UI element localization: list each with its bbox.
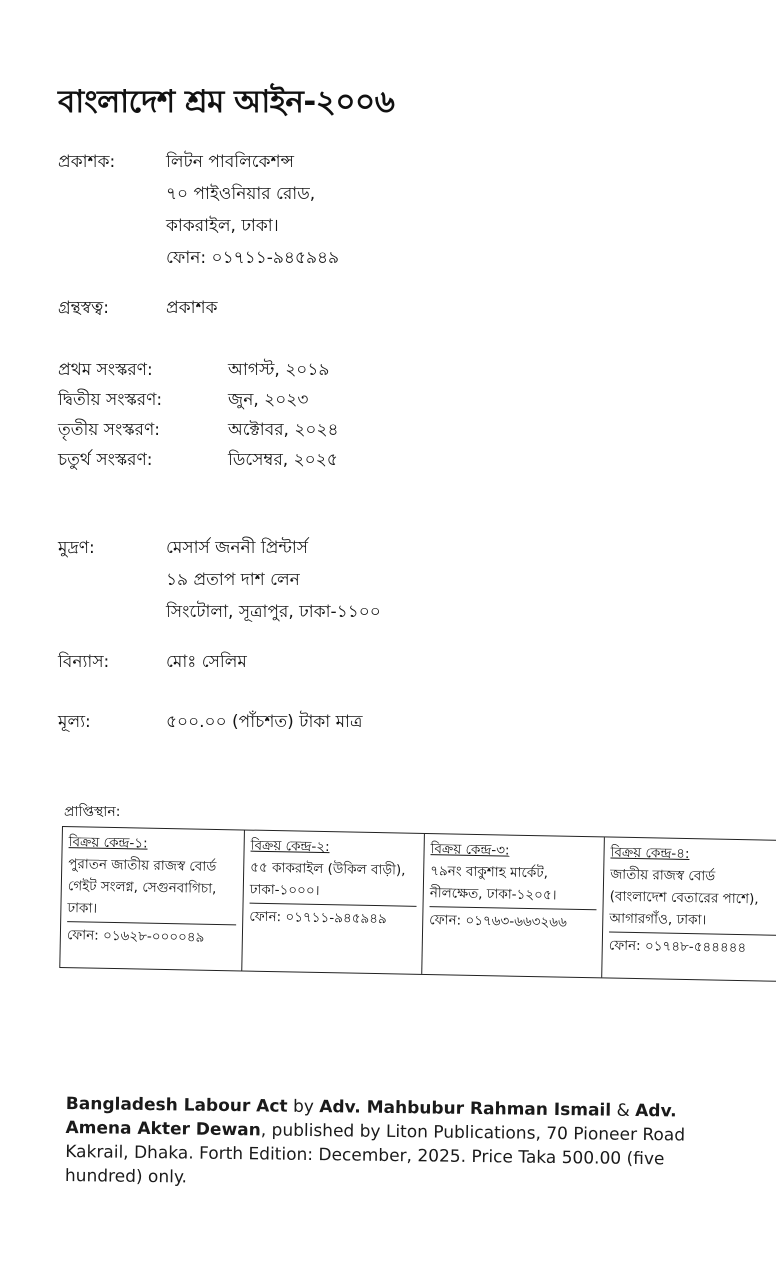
- sales-center-address: গেইট সংলগ্ন, সেগুনবাগিচা,: [67, 878, 217, 897]
- sales-center-heading: বিক্রয় কেন্দ্র-১:: [68, 834, 148, 852]
- printing-label: মুদ্রণ:: [58, 538, 95, 558]
- sales-center: [601, 837, 776, 981]
- sales-center-heading: বিক্রয় কেন্দ্র-২:: [250, 837, 330, 856]
- sales-center-address: ৫৫ কাকরাইল (উকিল বাড়ী),: [250, 859, 406, 879]
- english-author-1: Adv. Mahbubur Rahman Ismail: [319, 1097, 612, 1121]
- edition-label: দ্বিতীয় সংস্করণ:: [58, 390, 163, 410]
- sales-centers-table: [59, 826, 776, 982]
- sales-center-address: ঢাকা-১০০০।: [249, 881, 320, 899]
- printing-lines: [166, 532, 381, 628]
- sales-center-address: আগারগাঁও, ঢাকা।: [609, 910, 707, 929]
- english-publisher: , published by Liton Publications, 70 Pioneer Road: [260, 1120, 686, 1146]
- english-imprint: [65, 1092, 776, 1197]
- printer-address-line: সিংটোলা, সূত্রাপুর, ঢাকা-১১০০: [166, 602, 381, 622]
- book-title: বাংলাদেশ শ্রম আইন-২০০৬: [58, 84, 395, 120]
- price-label: মূল্য:: [58, 712, 91, 732]
- sales-center-heading: বিক্রয় কেন্দ্র-৩:: [430, 841, 510, 859]
- edition-value: অক্টোবর, ২০২৪: [228, 420, 339, 440]
- edition-value: আগস্ট, ২০১৯: [228, 360, 330, 380]
- english-by: by: [287, 1096, 320, 1118]
- english-amp: &: [611, 1100, 636, 1121]
- edition-label: প্রথম সংস্করণ:: [58, 360, 153, 380]
- copyright-value: প্রকাশক: [166, 298, 218, 318]
- sales-center-address: (বাংলাদেশ বেতারের পাশে),: [609, 888, 759, 908]
- english-author-2-prefix: Adv.: [635, 1100, 677, 1122]
- sales-center: [421, 834, 604, 977]
- edition-label: তৃতীয় সংস্করণ:: [58, 420, 160, 440]
- edition-value: জুন, ২০২৩: [228, 390, 309, 410]
- sales-center-address: নীলক্ষেত, ঢাকা-১২০৫।: [429, 885, 557, 904]
- copyright-label: গ্রন্থস্বত্ব:: [58, 298, 109, 318]
- english-imprint-line: Kakrail, Dhaka. Forth Edition: December, 2025. Price Taka 500.00 (five: [65, 1141, 665, 1170]
- publisher-phone: ফোন: ০১৭১১-৯৪৫৯৪৯: [166, 248, 340, 268]
- sales-center-address: ৭৯নং বাকুশাহ মার্কেট,: [430, 863, 549, 882]
- edition-value: ডিসেম্বর, ২০২৫: [228, 450, 338, 470]
- publisher-address-line: ৭০ পাইওনিয়ার রোড,: [166, 184, 316, 204]
- english-author-2: Amena Akter Dewan: [65, 1117, 261, 1141]
- sales-center-heading: বিক্রয় কেন্দ্র-৪:: [610, 844, 690, 863]
- publisher-name: লিটন পাবলিকেশন্স: [166, 152, 294, 172]
- printer-address-line: ১৯ প্রতাপ দাশ লেন: [166, 570, 300, 590]
- sales-center-address: পুরাতন জাতীয় রাজস্ব বোর্ড: [68, 856, 217, 875]
- sales-center-phone: ফোন: ০১৭৬৩-৬৬৩২৬৬: [429, 906, 596, 934]
- english-book-name: Bangladesh Labour Act: [65, 1093, 288, 1117]
- sales-center-address: জাতীয় রাজস্ব বোর্ড: [610, 866, 716, 885]
- sales-center-phone: ফোন: ০১৬২৮-০০০০৪৯: [67, 921, 236, 949]
- sales-center: [241, 830, 424, 973]
- publisher-address-line: কাকরাইল, ঢাকা।: [166, 216, 279, 236]
- english-imprint-line: hundred) only.: [64, 1165, 188, 1188]
- sales-center-phone: ফোন: ০১৭১১-৯৪৫৯৪৯: [249, 903, 416, 931]
- price-value: ৫০০.০০ (পাঁচশত) টাকা মাত্র: [166, 712, 363, 732]
- sales-center: [59, 827, 244, 970]
- edition-label: চতুর্থ সংস্করণ:: [58, 450, 153, 470]
- printer-name: মেসার্স জননী প্রিন্টার্স: [166, 538, 308, 558]
- availability-heading: প্রাপ্তিস্থান:: [64, 804, 121, 820]
- publisher-lines: [166, 146, 339, 274]
- publisher-label: প্রকাশক:: [58, 152, 116, 172]
- layout-value: মোঃ সেলিম: [166, 652, 247, 672]
- sales-center-phone: ফোন: ০১৭৪৮-৫৪৪৪৪৪: [609, 932, 776, 961]
- layout-label: বিন্যাস:: [58, 652, 110, 672]
- sales-center-address: ঢাকা।: [67, 900, 98, 917]
